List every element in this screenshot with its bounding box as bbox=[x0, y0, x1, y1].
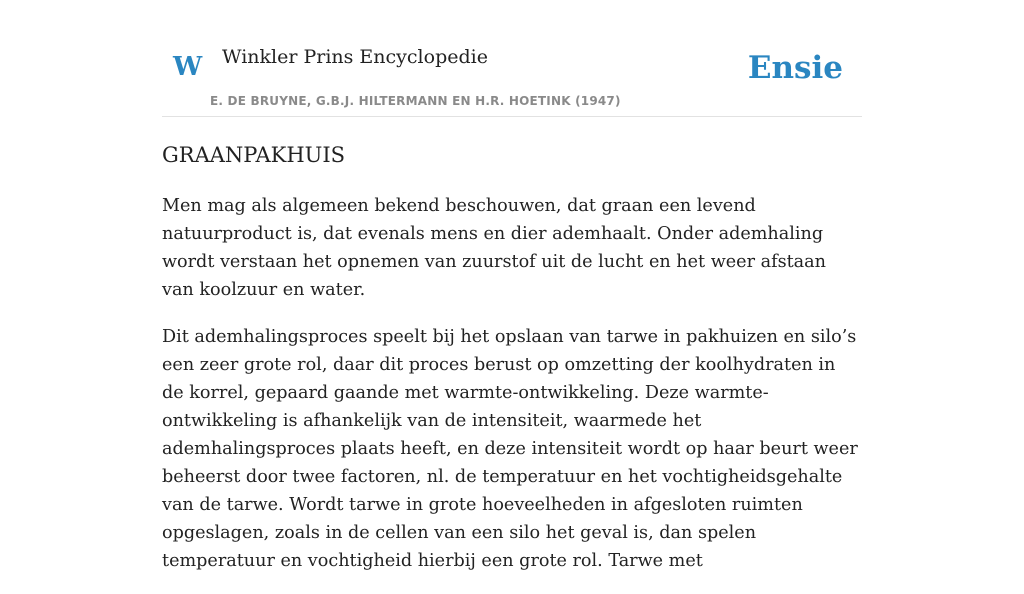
site-logo-icon[interactable]: W bbox=[173, 52, 203, 82]
authors-line: E. DE BRUYNE, G.B.J. HILTERMANN EN H.R. HOETINK (1947) bbox=[210, 94, 621, 108]
brand-logo[interactable]: Ensie bbox=[747, 50, 843, 86]
article-content bbox=[162, 138, 862, 594]
article-headword: GRAANPAKHUIS bbox=[162, 143, 346, 167]
article-paragraph: Dit ademhalingsproces speelt bij het opslaan van tarwe in pakhuizen en silo’s een zeer grote rol, daar dit proces berust op omzetting der koolhydraten in de korrel, gepaard gaande met warmte-ontwikkeling. Deze warmte-ontwikkeling is afhankelijk van de intensiteit, waarmede het ademhalingsproces plaats heeft, en deze intensiteit wordt op haar beurt weer beheerst door twee factoren, nl. de temperatuur en het vochtigheidsgehalte van de tarwe. Wordt tarwe in grote hoeveelheden in afgesloten ruimten opgeslagen, zoals in de cellen van een silo het geval is, dan spelen temperatuur en vochtigheid hierbij een grote rol. Tarwe met bbox=[162, 327, 858, 571]
site-header bbox=[162, 36, 862, 117]
site-title[interactable]: Winkler Prins Encyclopedie bbox=[222, 46, 488, 68]
article-paragraph: Men mag als algemeen bekend beschouwen, dat graan een levend natuurproduct is, dat evenals mens en dier ademhaalt. Onder ademhaling wordt verstaan het opnemen van zuurstof uit de lucht en het weer afstaan van koolzuur en water. bbox=[162, 196, 826, 300]
